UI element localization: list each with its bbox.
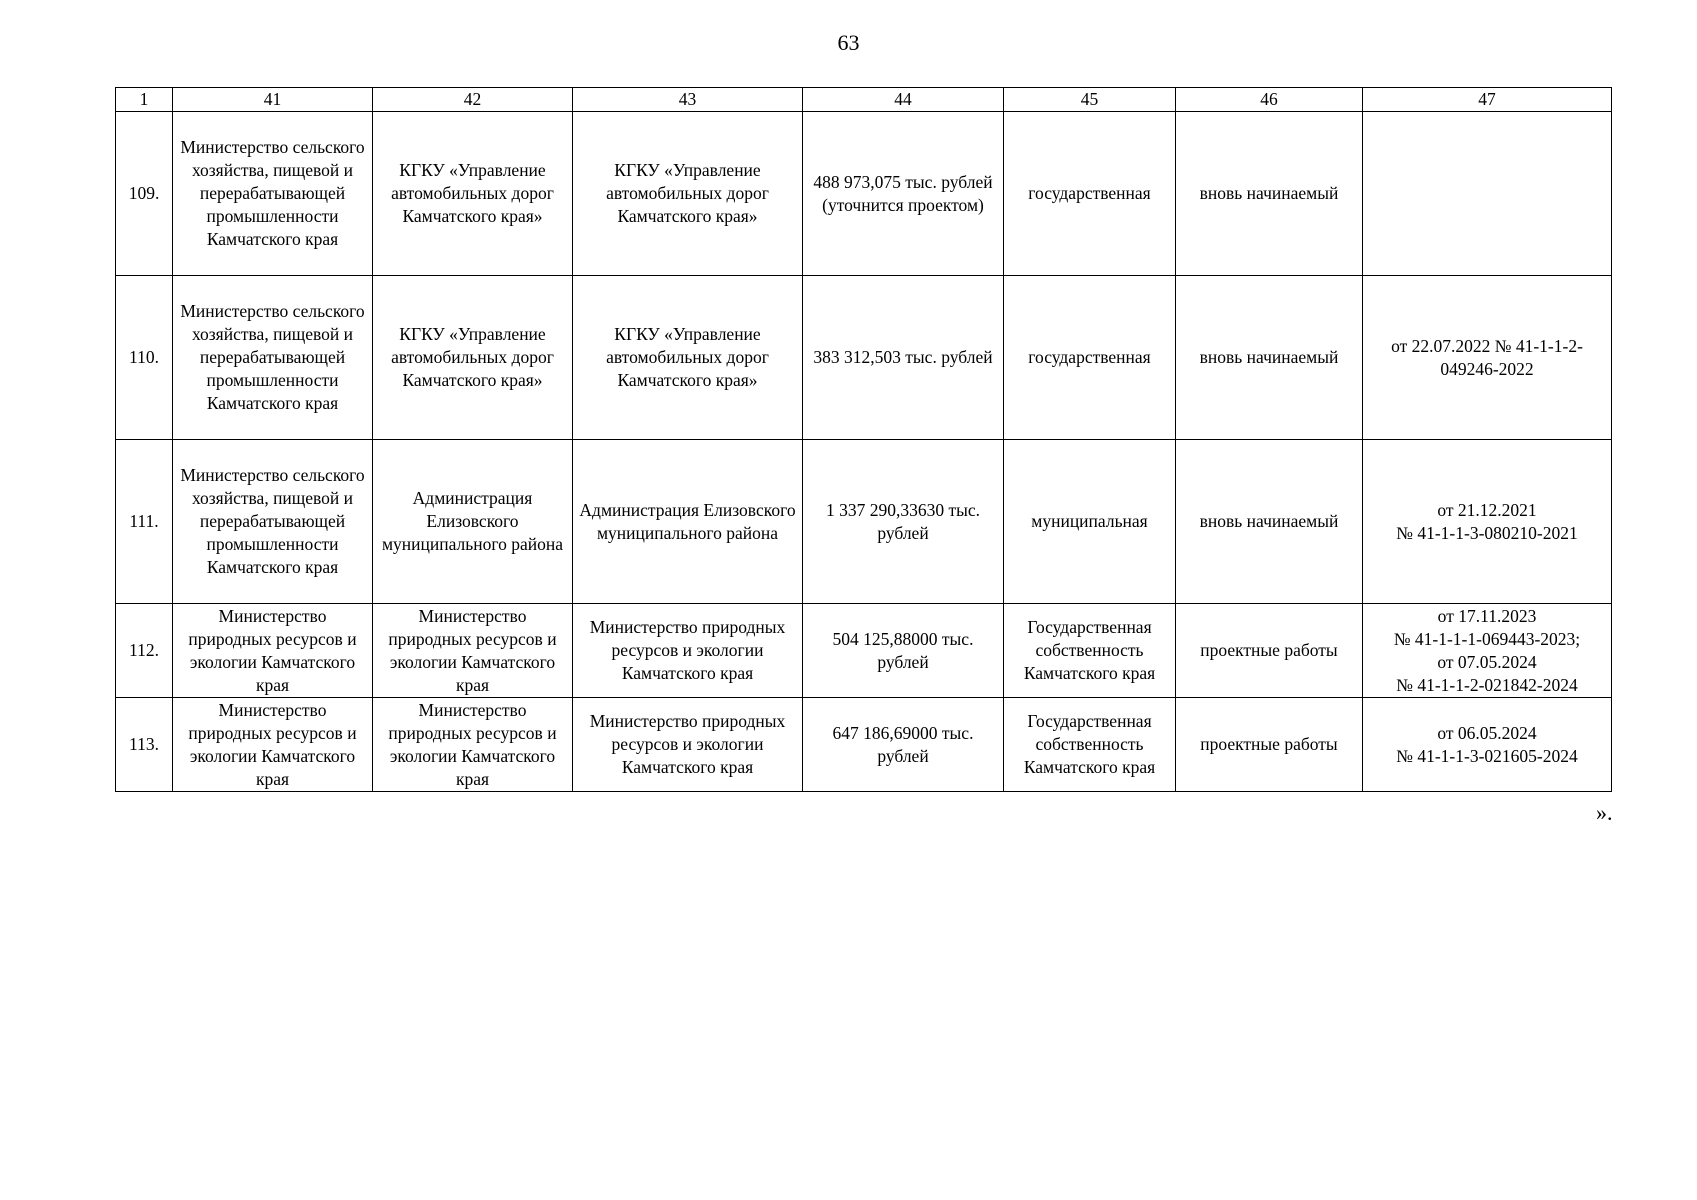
customer-cell: КГКУ «Управление автомобильных дорог Камчатского края»: [373, 112, 573, 276]
row-number: 110.: [116, 276, 173, 440]
status-cell: вновь начинаемый: [1176, 276, 1363, 440]
status-cell: вновь начинаемый: [1176, 440, 1363, 604]
ministry-cell: Министерство природных ресурсов и экологии Камчатского края: [173, 604, 373, 698]
row-number: 112.: [116, 604, 173, 698]
status-cell: проектные работы: [1176, 604, 1363, 698]
expertise-date: от 21.12.2021: [1437, 499, 1537, 520]
table-row: [116, 698, 1612, 792]
table-row: [116, 276, 1612, 440]
developer-cell: Министерство природных ресурсов и экологии Камчатского края: [573, 604, 803, 698]
page-number: 63: [837, 30, 860, 55]
expertise-number: № 41-1-1-3-080210-2021: [1396, 522, 1578, 543]
header-cell: 45: [1004, 88, 1176, 112]
ownership-cell: Государственная собственность Камчатского края: [1004, 604, 1176, 698]
customer-cell: Администрация Елизовского муниципального района: [373, 440, 573, 604]
expertise-date: от 17.11.2023: [1437, 605, 1537, 626]
expertise-number: № 41-1-1-2-021842-2024: [1396, 674, 1578, 695]
customer-cell: Министерство природных ресурсов и экологии Камчатского края: [373, 698, 573, 792]
developer-cell: Администрация Елизовского муниципального района: [573, 440, 803, 604]
header-cell: 42: [373, 88, 573, 112]
ministry-cell: Министерство природных ресурсов и экологии Камчатского края: [173, 698, 373, 792]
row-number: 113.: [116, 698, 173, 792]
developer-cell: КГКУ «Управление автомобильных дорог Камчатского края»: [573, 276, 803, 440]
ownership-cell: муниципальная: [1004, 440, 1176, 604]
cost-cell: 488 973,075 тыс. рублей (уточнится проектом): [803, 112, 1004, 276]
objects-table: [115, 87, 1612, 792]
expertise-cell: [1363, 604, 1612, 698]
header-row: [116, 88, 1612, 112]
ownership-cell: государственная: [1004, 112, 1176, 276]
row-number: 111.: [116, 440, 173, 604]
table-row: [116, 604, 1612, 698]
header-cell: 44: [803, 88, 1004, 112]
cost-cell: 647 186,69000 тыс. рублей: [803, 698, 1004, 792]
ministry-cell: Министерство сельского хозяйства, пищевой и перерабатывающей промышленности Камчатского края: [173, 276, 373, 440]
status-cell: вновь начинаемый: [1176, 112, 1363, 276]
expertise-date: от 06.05.2024: [1437, 722, 1537, 743]
table-row: [116, 440, 1612, 604]
header-cell: 43: [573, 88, 803, 112]
ownership-cell: Государственная собственность Камчатского края: [1004, 698, 1176, 792]
customer-cell: Министерство природных ресурсов и экологии Камчатского края: [373, 604, 573, 698]
cost-cell: 504 125,88000 тыс. рублей: [803, 604, 1004, 698]
expertise-cell: от 22.07.2022 № 41-1-1-2-049246-2022: [1363, 276, 1612, 440]
expertise-cell: [1363, 698, 1612, 792]
header-cell: 41: [173, 88, 373, 112]
table-row: [116, 112, 1612, 276]
expertise-number: № 41-1-1-1-069443-2023;: [1393, 628, 1581, 649]
status-cell: проектные работы: [1176, 698, 1363, 792]
expertise-date: от 07.05.2024: [1437, 651, 1537, 672]
expertise-number: № 41-1-1-3-021605-2024: [1396, 745, 1578, 766]
customer-cell: КГКУ «Управление автомобильных дорог Камчатского края»: [373, 276, 573, 440]
expertise-cell: [1363, 440, 1612, 604]
cost-cell: 1 337 290,33630 тыс. рублей: [803, 440, 1004, 604]
developer-cell: КГКУ «Управление автомобильных дорог Камчатского края»: [573, 112, 803, 276]
developer-cell: Министерство природных ресурсов и экологии Камчатского края: [573, 698, 803, 792]
header-cell: 47: [1363, 88, 1612, 112]
ownership-cell: государственная: [1004, 276, 1176, 440]
cost-cell: 383 312,503 тыс. рублей: [803, 276, 1004, 440]
header-cell: 1: [116, 88, 173, 112]
closing-quote: ».: [1596, 800, 1613, 825]
expertise-cell: [1363, 112, 1612, 276]
ministry-cell: Министерство сельского хозяйства, пищевой и перерабатывающей промышленности Камчатского края: [173, 112, 373, 276]
row-number: 109.: [116, 112, 173, 276]
header-cell: 46: [1176, 88, 1363, 112]
ministry-cell: Министерство сельского хозяйства, пищевой и перерабатывающей промышленности Камчатского края: [173, 440, 373, 604]
